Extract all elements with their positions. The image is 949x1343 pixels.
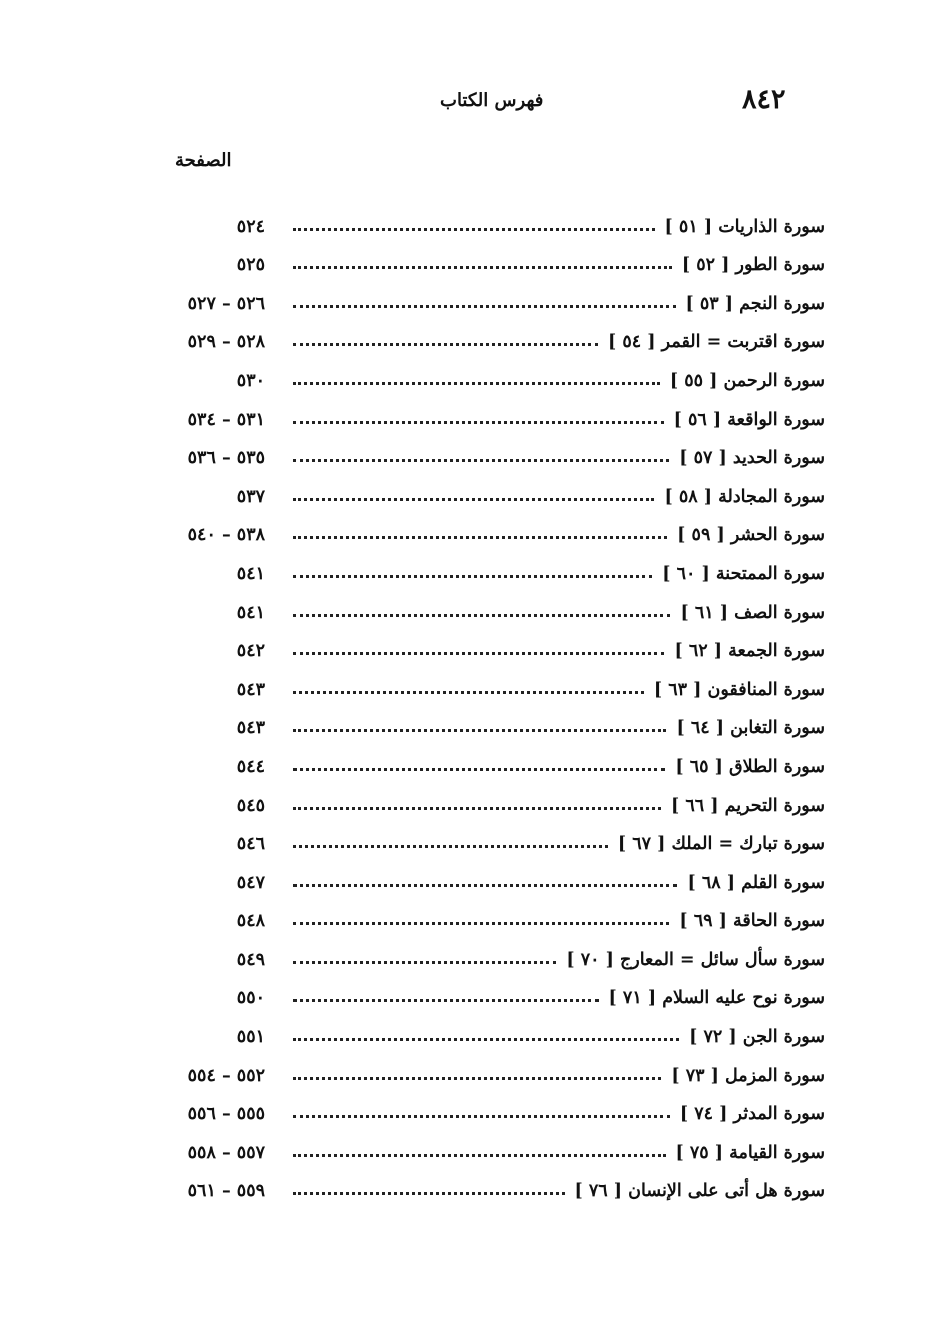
toc-entry xyxy=(135,507,825,546)
dot-leader xyxy=(293,961,556,964)
dot-leader xyxy=(293,266,672,269)
toc-entry-title: سورة الحديد [ ٥٧ ] xyxy=(679,448,825,469)
toc-entry-pages: ٥٣٨ – ٥٤٠ xyxy=(187,525,265,546)
toc-entry-title: سورة الممتحنة [ ٦٠ ] xyxy=(662,563,825,584)
toc-entry-title: سورة المنافقون [ ٦٣ ] xyxy=(653,679,825,700)
page-number: ٨٤٢ xyxy=(742,84,786,115)
dot-leader xyxy=(293,691,644,694)
toc-entry-pages: ٥٥٧ – ٥٥٨ xyxy=(187,1142,265,1163)
toc-entry-title: سورة الجن [ ٧٢ ] xyxy=(689,1027,825,1048)
toc-entry-pages: ٥٤٧ xyxy=(236,872,265,893)
toc-entry xyxy=(135,545,825,584)
toc-entry-pages: ٥٤٣ xyxy=(236,718,265,739)
toc-entry-title: سورة الحشر [ ٥٩ ] xyxy=(677,525,825,546)
toc-entry-pages: ٥٣٥ – ٥٣٦ xyxy=(187,448,265,469)
dot-leader xyxy=(293,768,665,771)
toc-entry-pages: ٥٤٨ xyxy=(236,911,265,932)
toc-entry xyxy=(135,700,825,739)
dot-leader xyxy=(293,614,670,617)
dot-leader xyxy=(293,999,599,1002)
dot-leader xyxy=(293,343,598,346)
toc-entry-title: سورة تبارك = الملك [ ٦٧ ] xyxy=(617,834,825,855)
dot-leader xyxy=(293,922,669,925)
toc-entry xyxy=(135,893,825,932)
toc-entry-title: سورة اقتربت = القمر [ ٥٤ ] xyxy=(608,332,825,353)
dot-leader xyxy=(293,536,667,539)
toc-entry-title: سورة التحريم [ ٦٦ ] xyxy=(670,795,825,816)
toc-entry xyxy=(135,777,825,816)
toc-entry xyxy=(135,1008,825,1047)
toc-entry-pages: ٥٢٥ xyxy=(236,255,265,276)
toc-entry xyxy=(135,1124,825,1163)
dot-leader xyxy=(293,729,666,732)
toc-entry-pages: ٥٣٧ xyxy=(236,486,265,507)
toc-entry xyxy=(135,275,825,314)
toc-entry-pages: ٥٥٠ xyxy=(236,988,265,1009)
dot-leader xyxy=(293,1192,565,1195)
toc-entry-pages: ٥٤٢ xyxy=(236,641,265,662)
running-header: فهرس الكتاب xyxy=(440,90,544,111)
dot-leader xyxy=(293,1038,679,1041)
toc-entry xyxy=(135,391,825,430)
toc-entry xyxy=(135,352,825,391)
dot-leader xyxy=(293,575,652,578)
toc-entry-title: سورة الطلاق [ ٦٥ ] xyxy=(675,756,825,777)
dot-leader xyxy=(293,459,669,462)
page-column-label: الصفحة xyxy=(175,150,232,171)
toc-entry-title: سورة المزمل [ ٧٣ ] xyxy=(671,1065,825,1086)
toc-entry-pages: ٥٥١ xyxy=(236,1027,265,1048)
dot-leader xyxy=(293,807,661,810)
toc-entry-title: سورة هل أتى على الإنسان [ ٧٦ ] xyxy=(574,1181,825,1202)
toc-entry-pages: ٥٥٥ – ٥٥٦ xyxy=(187,1104,265,1125)
dot-leader xyxy=(293,1115,670,1118)
toc-entry-title: سورة المجادلة [ ٥٨ ] xyxy=(664,486,825,507)
toc-entry-pages: ٥٤٩ xyxy=(236,949,265,970)
toc-entry xyxy=(135,584,825,623)
toc-entry xyxy=(135,623,825,662)
toc-entry-title: سورة القلم [ ٦٨ ] xyxy=(687,872,825,893)
toc-entry-pages: ٥٥٩ – ٥٦١ xyxy=(187,1181,265,1202)
toc-entry-title: سورة نوح عليه السلام [ ٧١ ] xyxy=(608,988,825,1009)
toc-entry xyxy=(135,468,825,507)
toc-entry-pages: ٥٤١ xyxy=(236,602,265,623)
toc-entry-pages: ٥٥٢ – ٥٥٤ xyxy=(187,1065,265,1086)
toc-entry-title: سورة الصف [ ٦١ ] xyxy=(680,602,825,623)
toc-entry xyxy=(135,198,825,237)
toc-entry-title: سورة الجمعة [ ٦٢ ] xyxy=(674,641,825,662)
toc-entry-title: سورة الواقعة [ ٥٦ ] xyxy=(673,409,825,430)
toc-entry-title: سورة النجم [ ٥٣ ] xyxy=(685,293,825,314)
toc-entry xyxy=(135,237,825,276)
toc-entry xyxy=(135,816,825,855)
dot-leader xyxy=(293,1154,666,1157)
toc-entry xyxy=(135,661,825,700)
toc-entry xyxy=(135,854,825,893)
toc-entry xyxy=(135,738,825,777)
toc-entry-title: سورة القيامة [ ٧٥ ] xyxy=(675,1142,825,1163)
table-of-contents xyxy=(135,198,825,1201)
toc-entry-title: سورة سأل سائل = المعارج [ ٧٠ ] xyxy=(566,949,825,970)
toc-entry xyxy=(135,1163,825,1202)
toc-entry-pages: ٥٢٨ – ٥٢٩ xyxy=(187,332,265,353)
toc-entry-title: سورة التغابن [ ٦٤ ] xyxy=(676,718,825,739)
dot-leader xyxy=(293,382,660,385)
toc-entry-pages: ٥٣٠ xyxy=(236,370,265,391)
toc-entry-pages: ٥٤٦ xyxy=(236,834,265,855)
dot-leader xyxy=(293,498,654,501)
toc-entry xyxy=(135,931,825,970)
toc-entry-pages: ٥٤٤ xyxy=(236,756,265,777)
toc-entry-title: سورة المدثر [ ٧٤ ] xyxy=(679,1104,825,1125)
toc-entry-pages: ٥٣١ – ٥٣٤ xyxy=(187,409,265,430)
toc-entry-title: سورة الرحمن [ ٥٥ ] xyxy=(669,370,825,391)
dot-leader xyxy=(293,305,676,308)
toc-entry xyxy=(135,314,825,353)
toc-entry-title: سورة الحاقة [ ٦٩ ] xyxy=(679,911,825,932)
toc-entry xyxy=(135,1086,825,1125)
dot-leader xyxy=(293,845,608,848)
toc-entry-pages: ٥٤٣ xyxy=(236,679,265,700)
toc-entry-pages: ٥٢٤ xyxy=(236,216,265,237)
toc-entry-pages: ٥٤٥ xyxy=(236,795,265,816)
dot-leader xyxy=(293,421,664,424)
toc-entry xyxy=(135,430,825,469)
toc-entry xyxy=(135,1047,825,1086)
dot-leader xyxy=(293,228,655,231)
toc-entry-pages: ٥٤١ xyxy=(236,563,265,584)
toc-entry-title: سورة الطور [ ٥٢ ] xyxy=(681,255,825,276)
dot-leader xyxy=(293,884,677,887)
dot-leader xyxy=(293,652,664,655)
dot-leader xyxy=(293,1077,661,1080)
toc-entry-pages: ٥٢٦ – ٥٢٧ xyxy=(187,293,265,314)
toc-entry xyxy=(135,970,825,1009)
toc-entry-title: سورة الذاريات [ ٥١ ] xyxy=(664,216,825,237)
